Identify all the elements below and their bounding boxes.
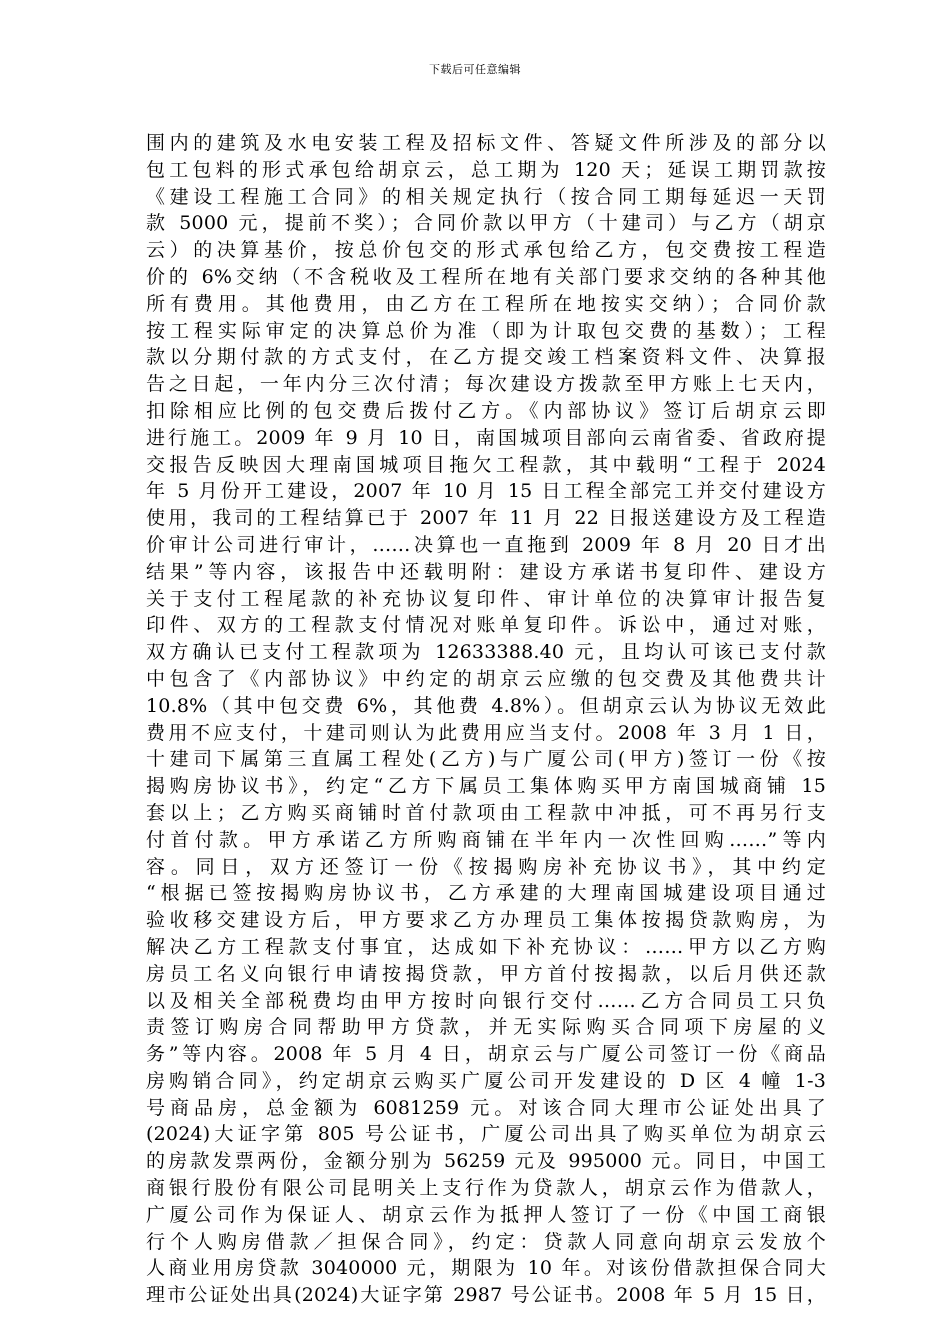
text-line: 揭购房协议书》，约定“乙方下属员工集体购买甲方南国城商铺 15 xyxy=(146,775,826,798)
text-line: 关于支付工程尾款的补充协议复印件、审计单位的决算审计报告复 xyxy=(146,587,826,610)
text-line: 价的 6%交纳（不含税收及工程所在地有关部门要求交纳的各种其他 xyxy=(146,265,826,288)
text-line: 款以分期付款的方式支付，在乙方提交竣工档案资料文件、决算报 xyxy=(146,346,826,369)
text-line: 使用，我司的工程结算已于 2007 年 11 月 22 日报送建设方及工程造 xyxy=(146,507,826,530)
text-line: 结果”等内容，该报告中还载明附：建设方承诺书复印件、建设方 xyxy=(146,560,826,583)
text-line: 进行施工。2009 年 9 月 10 日，南国城项目部向云南省委、省政府提 xyxy=(146,426,826,449)
text-line: 验收移交建设方后，甲方要求乙方办理员工集体按揭贷款购房，为 xyxy=(146,909,826,932)
document-body xyxy=(146,130,826,1309)
text-line: 告之日起，一年内分三次付清；每次建设方拨款至甲方账上七天内， xyxy=(146,373,826,396)
text-line: 套以上；乙方购买商铺时首付款项由工程款中冲抵，可不再另行支 xyxy=(146,801,826,824)
text-line: 年 5 月份开工建设，2007 年 10 月 15 日工程全部完工并交付建设方 xyxy=(146,480,826,503)
text-line: 付首付款。甲方承诺乙方所购商铺在半年内一次性回购……”等内 xyxy=(146,828,826,851)
text-line: 10.8%（其中包交费 6%，其他费 4.8%）。但胡京云认为协议无效此 xyxy=(146,694,826,717)
text-line: 以及相关全部税费均由甲方按时向银行交付……乙方合同员工只负 xyxy=(146,989,826,1012)
text-line: 双方确认已支付工程款项为 12633388.40 元，且均认可该已支付款 xyxy=(146,641,826,664)
text-line: 款 5000 元，提前不奖）；合同价款以甲方（十建司）与乙方（胡京 xyxy=(146,212,826,235)
text-line: 解决乙方工程款支付事宜，达成如下补充协议：……甲方以乙方购 xyxy=(146,935,826,958)
text-line: 交报告反映因大理南国城项目拖欠工程款，其中载明“工程于 2024 xyxy=(146,453,826,476)
text-line: 《建设工程施工合同》的相关规定执行（按合同工期每延迟一天罚 xyxy=(146,185,826,208)
page-header: 下载后可任意编辑 xyxy=(429,63,521,76)
text-line: 号商品房，总金额为 6081259 元。对该合同大理市公证处出具了 xyxy=(146,1096,826,1119)
text-line: 商银行股份有限公司昆明关上支行作为贷款人，胡京云作为借款人， xyxy=(146,1177,826,1200)
text-line: 所有费用。其他费用，由乙方在工程所在地按实交纳）；合同价款 xyxy=(146,292,826,315)
text-line: 行个人购房借款／担保合同》，约定：贷款人同意向胡京云发放个 xyxy=(146,1230,826,1253)
text-line: 按工程实际审定的决算总价为准（即为计取包交费的基数）；工程 xyxy=(146,319,826,342)
text-line: 的房款发票两份，金额分别为 56259 元及 995000 元。同日，中国工 xyxy=(146,1150,826,1173)
text-line: 包工包料的形式承包给胡京云，总工期为 120 天；延误工期罚款按 xyxy=(146,158,826,181)
text-line: 人商业用房贷款 3040000 元，期限为 10 年。对该份借款担保合同大 xyxy=(146,1257,826,1280)
text-line: 印件、双方的工程款支付情况对账单复印件。诉讼中，通过对账， xyxy=(146,614,826,637)
text-line: (2024)大证字第 805 号公证书，广厦公司出具了购买单位为胡京云 xyxy=(146,1123,826,1146)
text-line: 十建司下属第三直属工程处(乙方)与广厦公司(甲方)签订一份《按 xyxy=(146,748,826,771)
text-line: 扣除相应比例的包交费后拨付乙方。《内部协议》签订后胡京云即 xyxy=(146,399,826,422)
text-line: 容。同日，双方还签订一份《按揭购房补充协议书》，其中约定 xyxy=(146,855,826,878)
text-line: 广厦公司作为保证人、胡京云作为抵押人签订了一份《中国工商银 xyxy=(146,1203,826,1226)
text-line: 理市公证处出具(2024)大证字第 2987 号公证书。2008 年 5 月 15 日， xyxy=(146,1284,826,1307)
text-line: 房员工名义向银行申请按揭贷款，甲方首付按揭款，以后月供还款 xyxy=(146,962,826,985)
text-line: 责签订购房合同帮助甲方贷款，并无实际购买合同项下房屋的义 xyxy=(146,1016,826,1039)
text-line: 中包含了《内部协议》中约定的胡京云应缴的包交费及其他费共计 xyxy=(146,667,826,690)
text-line: 价审计公司进行审计，……决算也一直拖到 2009 年 8 月 20 日才出 xyxy=(146,533,826,556)
text-line: 房购销合同》，约定胡京云购买广厦公司开发建设的 D 区 4 幢 1-3 xyxy=(146,1069,826,1092)
text-line: 务”等内容。2008 年 5 月 4 日，胡京云与广厦公司签订一份《商品 xyxy=(146,1043,826,1066)
text-line: 云）的决算基价，按总价包交的形式承包给乙方，包交费按工程造 xyxy=(146,239,826,262)
text-line: 围内的建筑及水电安装工程及招标文件、答疑文件所涉及的部分以 xyxy=(146,132,826,154)
text-line: “根据已签按揭购房协议书，乙方承建的大理南国城建设项目通过 xyxy=(146,882,826,905)
text-line: 费用不应支付，十建司则认为此费用应当支付。2008 年 3 月 1 日， xyxy=(146,721,826,744)
